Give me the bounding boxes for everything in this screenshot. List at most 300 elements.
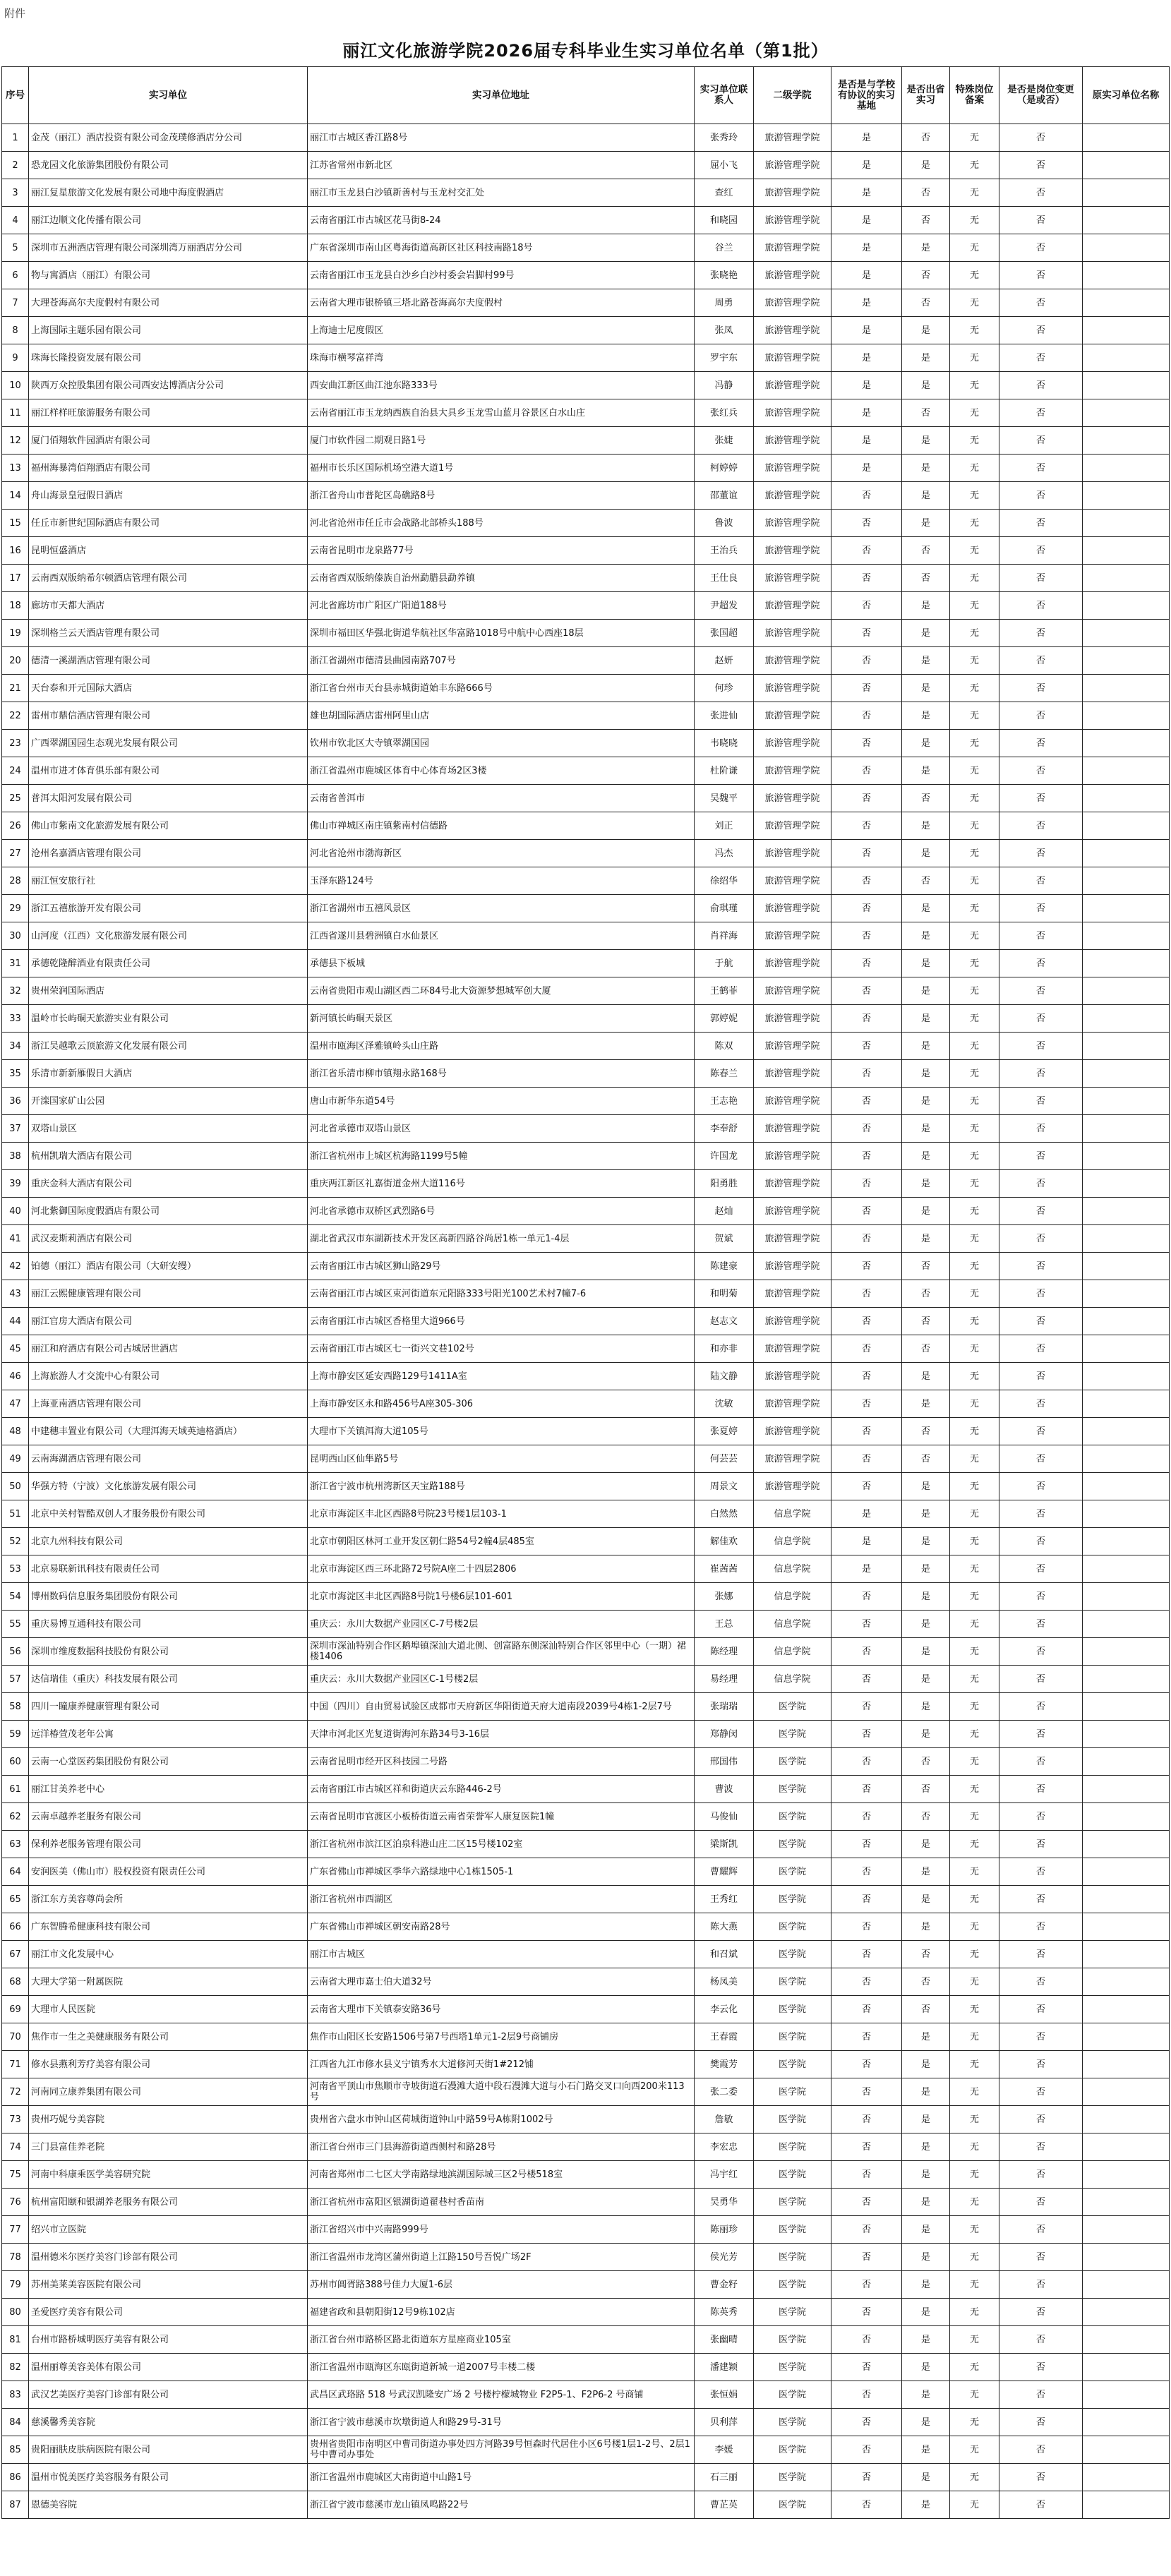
cell-post-change: 否 <box>999 482 1083 510</box>
cell-special-post: 无 <box>950 1115 999 1143</box>
cell-out-of-province: 是 <box>902 455 950 482</box>
table-row <box>2 1115 1170 1143</box>
cell-agreement-base: 否 <box>831 1088 902 1115</box>
table-row <box>2 2354 1170 2381</box>
table-row <box>2 1335 1170 1363</box>
cell-special-post: 无 <box>950 2491 999 2519</box>
cell-index: 4 <box>2 207 29 234</box>
cell-special-post: 无 <box>950 592 999 620</box>
cell-agreement-base: 否 <box>831 1198 902 1225</box>
cell-contact: 易经理 <box>695 1666 754 1693</box>
cell-original-unit <box>1083 1033 1170 1060</box>
cell-special-post: 无 <box>950 620 999 647</box>
cell-post-change: 否 <box>999 2133 1083 2161</box>
cell-college: 医学院 <box>754 2409 831 2436</box>
cell-unit: 普洱太阳河发展有限公司 <box>29 785 308 812</box>
col-header-post-change: 是否是岗位变更（是或否） <box>999 67 1083 124</box>
cell-contact: 陈春兰 <box>695 1060 754 1088</box>
cell-original-unit <box>1083 2491 1170 2519</box>
cell-special-post: 无 <box>950 1253 999 1280</box>
cell-agreement-base: 否 <box>831 1831 902 1858</box>
cell-out-of-province: 是 <box>902 2409 950 2436</box>
cell-unit: 重庆金科大酒店有限公司 <box>29 1170 308 1198</box>
table-row <box>2 1143 1170 1170</box>
cell-out-of-province: 是 <box>902 2271 950 2299</box>
cell-address: 浙江省温州市鹿城区大南街道中山路1号 <box>308 2464 695 2491</box>
cell-contact: 周勇 <box>695 289 754 317</box>
cell-unit: 绍兴市立医院 <box>29 2216 308 2244</box>
cell-out-of-province: 是 <box>902 372 950 399</box>
cell-address: 浙江省湖州市德清县曲园南路707号 <box>308 647 695 675</box>
cell-address: 中国（四川）自由贸易试验区成都市天府新区华阳街道天府大道南段2039号4栋1-2层7号 <box>308 1693 695 1721</box>
cell-post-change: 否 <box>999 124 1083 152</box>
cell-original-unit <box>1083 2381 1170 2409</box>
cell-unit: 佛山市紫南文化旅游发展有限公司 <box>29 812 308 840</box>
table-row <box>2 620 1170 647</box>
cell-unit: 山河度（江西）文化旅游发展有限公司 <box>29 922 308 950</box>
cell-college: 旅游管理学院 <box>754 1143 831 1170</box>
cell-special-post: 无 <box>950 234 999 262</box>
cell-unit: 台州市路桥城明医疗美容有限公司 <box>29 2326 308 2354</box>
cell-out-of-province: 是 <box>902 1363 950 1390</box>
cell-address: 云南省丽江市玉龙县白沙乡白沙村委会岩脚村99号 <box>308 262 695 289</box>
cell-post-change: 否 <box>999 950 1083 977</box>
cell-address: 浙江省温州市龙湾区蒲州街道上江路150号吾悦广场2F <box>308 2244 695 2271</box>
cell-post-change: 否 <box>999 1390 1083 1418</box>
cell-contact: 张晓艳 <box>695 262 754 289</box>
cell-special-post: 无 <box>950 2106 999 2133</box>
cell-unit: 云南海湖酒店管理有限公司 <box>29 1445 308 1473</box>
cell-address: 浙江省杭州市滨江区泊泉科港山庄二区15号楼102室 <box>308 1831 695 1858</box>
cell-original-unit <box>1083 977 1170 1005</box>
cell-index: 53 <box>2 1555 29 1583</box>
cell-out-of-province: 是 <box>902 2106 950 2133</box>
cell-original-unit <box>1083 289 1170 317</box>
cell-out-of-province: 是 <box>902 344 950 372</box>
cell-contact: 吴魏平 <box>695 785 754 812</box>
cell-address: 湖北省武汉市东湖新技术开发区高新四路谷尚居1栋一单元1-4层 <box>308 1225 695 1253</box>
cell-index: 32 <box>2 977 29 1005</box>
table-row <box>2 950 1170 977</box>
table-row <box>2 840 1170 867</box>
cell-index: 66 <box>2 1913 29 1941</box>
cell-agreement-base: 否 <box>831 1280 902 1308</box>
cell-original-unit <box>1083 1473 1170 1500</box>
cell-out-of-province: 是 <box>902 702 950 730</box>
cell-post-change: 否 <box>999 1308 1083 1335</box>
cell-college: 医学院 <box>754 2161 831 2189</box>
cell-address: 钦州市钦北区大寺镇翠湖国园 <box>308 730 695 757</box>
cell-post-change: 否 <box>999 2381 1083 2409</box>
cell-contact: 张进仙 <box>695 702 754 730</box>
cell-contact: 阳勇胜 <box>695 1170 754 1198</box>
table-row <box>2 510 1170 537</box>
cell-original-unit <box>1083 207 1170 234</box>
cell-unit: 丽江边顺文化传播有限公司 <box>29 207 308 234</box>
cell-address: 唐山市新华东道54号 <box>308 1088 695 1115</box>
cell-agreement-base: 否 <box>831 2189 902 2216</box>
cell-post-change: 否 <box>999 1033 1083 1060</box>
cell-index: 23 <box>2 730 29 757</box>
cell-special-post: 无 <box>950 867 999 895</box>
cell-agreement-base: 否 <box>831 2078 902 2106</box>
cell-post-change: 否 <box>999 675 1083 702</box>
cell-agreement-base: 否 <box>831 2491 902 2519</box>
cell-agreement-base: 否 <box>831 1666 902 1693</box>
cell-college: 旅游管理学院 <box>754 1308 831 1335</box>
cell-index: 83 <box>2 2381 29 2409</box>
cell-original-unit <box>1083 1611 1170 1638</box>
cell-college: 旅游管理学院 <box>754 1335 831 1363</box>
cell-college: 医学院 <box>754 2078 831 2106</box>
cell-agreement-base: 否 <box>831 2051 902 2078</box>
cell-original-unit <box>1083 1280 1170 1308</box>
cell-unit: 乐清市新新雁假日大酒店 <box>29 1060 308 1088</box>
cell-college: 旅游管理学院 <box>754 1253 831 1280</box>
table-row <box>2 179 1170 207</box>
cell-address: 云南省西双版纳傣族自治州勐腊县勐养镇 <box>308 565 695 592</box>
table-header-row <box>2 67 1170 124</box>
cell-college: 医学院 <box>754 2491 831 2519</box>
cell-agreement-base: 否 <box>831 785 902 812</box>
cell-post-change: 否 <box>999 840 1083 867</box>
cell-out-of-province: 是 <box>902 2464 950 2491</box>
cell-unit: 珠海长隆投资发展有限公司 <box>29 344 308 372</box>
cell-unit: 廊坊市天都大酒店 <box>29 592 308 620</box>
cell-contact: 和明菊 <box>695 1280 754 1308</box>
table-row <box>2 2078 1170 2106</box>
cell-address: 浙江省杭州市西湖区 <box>308 1886 695 1913</box>
table-row <box>2 2133 1170 2161</box>
cell-index: 52 <box>2 1528 29 1555</box>
cell-out-of-province: 是 <box>902 2436 950 2464</box>
cell-original-unit <box>1083 2189 1170 2216</box>
cell-original-unit <box>1083 179 1170 207</box>
cell-contact: 王总 <box>695 1611 754 1638</box>
cell-unit: 武汉艺美医疗美容门诊部有限公司 <box>29 2381 308 2409</box>
cell-post-change: 否 <box>999 1803 1083 1831</box>
cell-contact: 贺斌 <box>695 1225 754 1253</box>
cell-special-post: 无 <box>950 179 999 207</box>
cell-address: 上海市静安区延安西路129号1411A室 <box>308 1363 695 1390</box>
cell-unit: 上海国际主题乐园有限公司 <box>29 317 308 344</box>
cell-index: 42 <box>2 1253 29 1280</box>
cell-unit: 贵州巧妮兮美容院 <box>29 2106 308 2133</box>
cell-address: 河北省承德市双桥区武烈路6号 <box>308 1198 695 1225</box>
cell-out-of-province: 是 <box>902 1500 950 1528</box>
cell-unit: 苏州美莱美容医院有限公司 <box>29 2271 308 2299</box>
cell-original-unit <box>1083 2133 1170 2161</box>
cell-special-post: 无 <box>950 1390 999 1418</box>
cell-unit: 北京易联新讯科技有限责任公司 <box>29 1555 308 1583</box>
cell-unit: 丽江和府酒店有限公司古城居世酒店 <box>29 1335 308 1363</box>
cell-contact: 张国超 <box>695 620 754 647</box>
cell-special-post: 无 <box>950 1308 999 1335</box>
cell-contact: 韦晓晓 <box>695 730 754 757</box>
cell-unit: 华强方特（宁波）文化旅游发展有限公司 <box>29 1473 308 1500</box>
cell-original-unit <box>1083 2409 1170 2436</box>
cell-original-unit <box>1083 1390 1170 1418</box>
cell-agreement-base: 是 <box>831 344 902 372</box>
cell-contact: 俞琪瑾 <box>695 895 754 922</box>
cell-post-change: 否 <box>999 1583 1083 1611</box>
cell-contact: 李奉舒 <box>695 1115 754 1143</box>
cell-address: 温州市瓯海区泽雅镇岭头山庄路 <box>308 1033 695 1060</box>
cell-original-unit <box>1083 2436 1170 2464</box>
cell-out-of-province: 是 <box>902 510 950 537</box>
cell-out-of-province: 否 <box>902 1280 950 1308</box>
cell-index: 21 <box>2 675 29 702</box>
cell-agreement-base: 否 <box>831 757 902 785</box>
cell-college: 旅游管理学院 <box>754 124 831 152</box>
cell-address: 云南省贵阳市观山湖区西二环84号北大资源梦想城军创大厦 <box>308 977 695 1005</box>
cell-address: 北京市海淀区西三环北路72号院A座二十四层2806 <box>308 1555 695 1583</box>
cell-original-unit <box>1083 1996 1170 2023</box>
cell-post-change: 否 <box>999 399 1083 427</box>
cell-post-change: 否 <box>999 1335 1083 1363</box>
cell-index: 64 <box>2 1858 29 1886</box>
cell-original-unit <box>1083 2464 1170 2491</box>
cell-unit: 焦作市一生之美健康服务有限公司 <box>29 2023 308 2051</box>
table-row <box>2 399 1170 427</box>
cell-original-unit <box>1083 785 1170 812</box>
cell-address: 浙江省杭州市富阳区银湖街道翟巷村香苗南 <box>308 2189 695 2216</box>
cell-original-unit <box>1083 2106 1170 2133</box>
cell-original-unit <box>1083 840 1170 867</box>
cell-agreement-base: 否 <box>831 1115 902 1143</box>
cell-college: 旅游管理学院 <box>754 289 831 317</box>
cell-agreement-base: 否 <box>831 2106 902 2133</box>
cell-post-change: 否 <box>999 2491 1083 2519</box>
table-row <box>2 757 1170 785</box>
cell-contact: 何芸芸 <box>695 1445 754 1473</box>
cell-contact: 赵志文 <box>695 1308 754 1335</box>
cell-original-unit <box>1083 1115 1170 1143</box>
cell-unit: 深圳市五洲酒店管理有限公司深圳湾万丽酒店分公司 <box>29 234 308 262</box>
cell-address: 丽江市古城区 <box>308 1941 695 1968</box>
cell-unit: 温州丽尊美容美体有限公司 <box>29 2354 308 2381</box>
table-row <box>2 2023 1170 2051</box>
cell-post-change: 否 <box>999 2244 1083 2271</box>
cell-agreement-base: 否 <box>831 1308 902 1335</box>
cell-agreement-base: 否 <box>831 2133 902 2161</box>
cell-contact: 陈双 <box>695 1033 754 1060</box>
cell-agreement-base: 是 <box>831 152 902 179</box>
cell-original-unit <box>1083 620 1170 647</box>
cell-agreement-base: 否 <box>831 1693 902 1721</box>
cell-special-post: 无 <box>950 1528 999 1555</box>
cell-contact: 李云化 <box>695 1996 754 2023</box>
cell-original-unit <box>1083 482 1170 510</box>
table-row <box>2 1225 1170 1253</box>
cell-index: 13 <box>2 455 29 482</box>
cell-address: 广东省佛山市禅城区季华六路绿地中心1栋1505-1 <box>308 1858 695 1886</box>
table-row <box>2 1500 1170 1528</box>
table-row <box>2 922 1170 950</box>
cell-unit: 重庆易博互通科技有限公司 <box>29 1611 308 1638</box>
cell-special-post: 无 <box>950 1721 999 1748</box>
cell-original-unit <box>1083 455 1170 482</box>
cell-address: 浙江省宁波市慈溪市坎墩街道人和路29号-31号 <box>308 2409 695 2436</box>
table-row <box>2 2244 1170 2271</box>
cell-college: 旅游管理学院 <box>754 372 831 399</box>
cell-agreement-base: 否 <box>831 592 902 620</box>
cell-post-change: 否 <box>999 1363 1083 1390</box>
cell-unit: 北京中关村智酷双创人才服务股份有限公司 <box>29 1500 308 1528</box>
cell-college: 医学院 <box>754 2133 831 2161</box>
cell-index: 27 <box>2 840 29 867</box>
cell-contact: 杜阶谦 <box>695 757 754 785</box>
cell-unit: 河北紫御国际度假酒店有限公司 <box>29 1198 308 1225</box>
cell-address: 浙江省舟山市普陀区岛礁路8号 <box>308 482 695 510</box>
cell-post-change: 否 <box>999 1088 1083 1115</box>
cell-college: 旅游管理学院 <box>754 812 831 840</box>
cell-contact: 张婕 <box>695 427 754 455</box>
cell-college: 旅游管理学院 <box>754 592 831 620</box>
cell-college: 旅游管理学院 <box>754 1363 831 1390</box>
table-row <box>2 1858 1170 1886</box>
cell-special-post: 无 <box>950 2436 999 2464</box>
cell-index: 25 <box>2 785 29 812</box>
cell-special-post: 无 <box>950 207 999 234</box>
cell-address: 珠海市横琴富祥湾 <box>308 344 695 372</box>
table-row <box>2 537 1170 565</box>
cell-original-unit <box>1083 399 1170 427</box>
cell-college: 医学院 <box>754 1693 831 1721</box>
cell-post-change: 否 <box>999 317 1083 344</box>
cell-contact: 陆文静 <box>695 1363 754 1390</box>
cell-college: 旅游管理学院 <box>754 234 831 262</box>
cell-agreement-base: 否 <box>831 1968 902 1996</box>
cell-out-of-province: 是 <box>902 427 950 455</box>
cell-agreement-base: 否 <box>831 647 902 675</box>
table-row <box>2 1638 1170 1666</box>
cell-out-of-province: 否 <box>902 1776 950 1803</box>
cell-address: 江西省遂川县碧洲镇白水仙景区 <box>308 922 695 950</box>
cell-address: 浙江省湖州市五禧风景区 <box>308 895 695 922</box>
cell-index: 63 <box>2 1831 29 1858</box>
cell-college: 旅游管理学院 <box>754 1225 831 1253</box>
cell-agreement-base: 否 <box>831 2409 902 2436</box>
cell-address: 云南省丽江市玉龙纳西族自治县大具乡玉龙雪山蓝月谷景区白水山庄 <box>308 399 695 427</box>
cell-agreement-base: 否 <box>831 1638 902 1666</box>
cell-special-post: 无 <box>950 372 999 399</box>
cell-index: 46 <box>2 1363 29 1390</box>
cell-college: 医学院 <box>754 2299 831 2326</box>
cell-agreement-base: 否 <box>831 1941 902 1968</box>
cell-index: 56 <box>2 1638 29 1666</box>
cell-post-change: 否 <box>999 702 1083 730</box>
cell-unit: 中建穗丰置业有限公司（大理洱海天域英迪格酒店） <box>29 1418 308 1445</box>
table-row <box>2 702 1170 730</box>
cell-agreement-base: 否 <box>831 2161 902 2189</box>
cell-post-change: 否 <box>999 1473 1083 1500</box>
table-row <box>2 2216 1170 2244</box>
cell-address: 云南省大理市嘉士伯大道32号 <box>308 1968 695 1996</box>
cell-index: 33 <box>2 1005 29 1033</box>
cell-original-unit <box>1083 1335 1170 1363</box>
cell-special-post: 无 <box>950 289 999 317</box>
cell-unit: 上海旅游人才交流中心有限公司 <box>29 1363 308 1390</box>
cell-index: 26 <box>2 812 29 840</box>
cell-out-of-province: 是 <box>902 2381 950 2409</box>
cell-out-of-province: 是 <box>902 1555 950 1583</box>
cell-post-change: 否 <box>999 2409 1083 2436</box>
table-row <box>2 427 1170 455</box>
table-row <box>2 2189 1170 2216</box>
cell-agreement-base: 否 <box>831 537 902 565</box>
cell-address: 大理市下关镇洱海大道105号 <box>308 1418 695 1445</box>
cell-address: 云南省丽江市古城区束河街道东元阳路333号阳光100艺术村7幢7-6 <box>308 1280 695 1308</box>
cell-post-change: 否 <box>999 1831 1083 1858</box>
cell-contact: 柯婷婷 <box>695 455 754 482</box>
cell-original-unit <box>1083 1886 1170 1913</box>
cell-address: 云南省丽江市古城区花马街8-24 <box>308 207 695 234</box>
cell-address: 天津市河北区光复道街海河东路34号3-16层 <box>308 1721 695 1748</box>
cell-address: 丽江市古城区香江路8号 <box>308 124 695 152</box>
table-row <box>2 1913 1170 1941</box>
cell-college: 旅游管理学院 <box>754 482 831 510</box>
cell-agreement-base: 否 <box>831 1473 902 1500</box>
cell-address: 云南省大理市银桥镇三塔北路苍海高尔夫度假村 <box>308 289 695 317</box>
cell-address: 云南省丽江市古城区七一街兴文巷102号 <box>308 1335 695 1363</box>
cell-out-of-province: 否 <box>902 1418 950 1445</box>
cell-index: 65 <box>2 1886 29 1913</box>
cell-unit: 浙江五禧旅游开发有限公司 <box>29 895 308 922</box>
cell-unit: 河南中科康乘医学美容研究院 <box>29 2161 308 2189</box>
cell-out-of-province: 是 <box>902 1143 950 1170</box>
cell-college: 旅游管理学院 <box>754 344 831 372</box>
cell-original-unit <box>1083 2216 1170 2244</box>
cell-special-post: 无 <box>950 922 999 950</box>
cell-unit: 雷州市鼎信酒店管理有限公司 <box>29 702 308 730</box>
cell-index: 12 <box>2 427 29 455</box>
table-row <box>2 262 1170 289</box>
cell-agreement-base: 否 <box>831 922 902 950</box>
table-row <box>2 730 1170 757</box>
cell-original-unit <box>1083 1555 1170 1583</box>
cell-college: 医学院 <box>754 1941 831 1968</box>
cell-original-unit <box>1083 2271 1170 2299</box>
cell-special-post: 无 <box>950 344 999 372</box>
cell-college: 医学院 <box>754 2354 831 2381</box>
cell-index: 48 <box>2 1418 29 1445</box>
table-row <box>2 1060 1170 1088</box>
cell-out-of-province: 是 <box>902 2023 950 2051</box>
cell-original-unit <box>1083 1803 1170 1831</box>
cell-post-change: 否 <box>999 1005 1083 1033</box>
cell-out-of-province: 否 <box>902 207 950 234</box>
cell-index: 34 <box>2 1033 29 1060</box>
cell-college: 医学院 <box>754 2326 831 2354</box>
cell-college: 医学院 <box>754 2189 831 2216</box>
cell-special-post: 无 <box>950 785 999 812</box>
cell-college: 旅游管理学院 <box>754 922 831 950</box>
cell-original-unit <box>1083 1858 1170 1886</box>
cell-contact: 屈小飞 <box>695 152 754 179</box>
cell-original-unit <box>1083 1060 1170 1088</box>
cell-out-of-province: 是 <box>902 895 950 922</box>
cell-special-post: 无 <box>950 537 999 565</box>
cell-out-of-province: 是 <box>902 1528 950 1555</box>
cell-college: 旅游管理学院 <box>754 620 831 647</box>
cell-post-change: 否 <box>999 2464 1083 2491</box>
cell-index: 77 <box>2 2216 29 2244</box>
cell-special-post: 无 <box>950 1033 999 1060</box>
cell-agreement-base: 否 <box>831 840 902 867</box>
cell-address: 河北省沧州市任丘市会战路北部桥头188号 <box>308 510 695 537</box>
cell-college: 旅游管理学院 <box>754 179 831 207</box>
